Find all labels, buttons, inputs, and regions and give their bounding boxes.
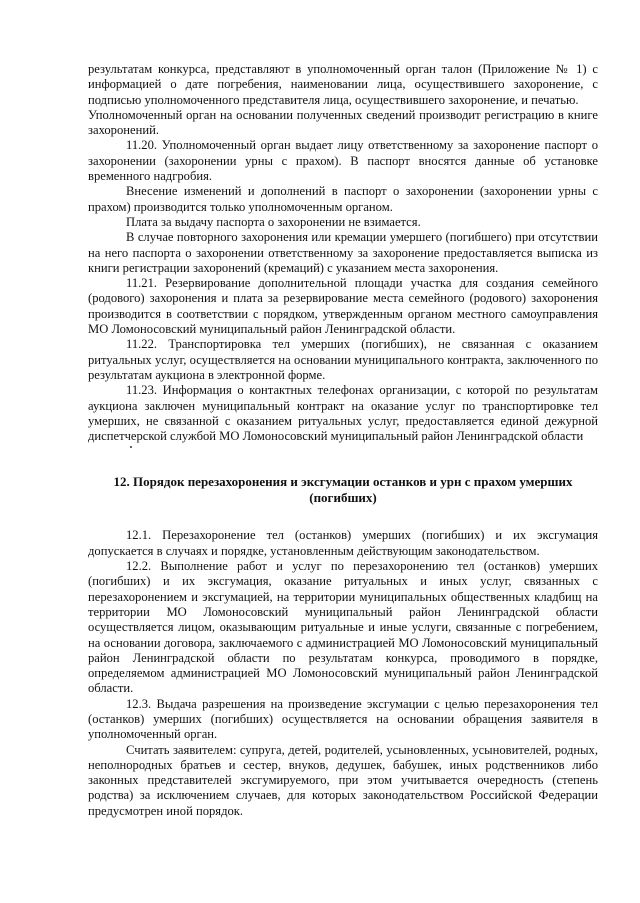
paragraph-registration: Уполномоченный орган на основании полученных сведений производит регистрацию в книге захоронений.	[88, 107, 598, 138]
paragraph-11-23: 11.23. Информация о контактных телефонах организации, с которой по результатам аукциона заключен муниципальный контракт на оказание услуг по транспортировке тел умерших, не связанной с оказанием ритуальных услуг, предоставляется единой дежурной диспетчерской службой МО Ломоносовский муниципальный район Ленинградской области	[88, 383, 598, 444]
document-page	[88, 62, 598, 819]
paragraph-changes: Внесение изменений и дополнений в паспорт о захоронении (захоронении урны с прахом) производится только уполномоченным органом.	[88, 184, 598, 214]
paragraph-fee: Плата за выдачу паспорта о захоронении не взимается.	[126, 214, 421, 229]
paragraph-12-1: 12.1. Перезахоронение тел (останков) умерших (погибших) и их эксгумация допускается в случаях и порядке, установленным действующим законодательством.	[88, 528, 598, 558]
paragraph-11-20: 11.20. Уполномоченный орган выдает лицу ответственному за захоронение паспорт о захоронении (захоронении урны с прахом). В паспорт вносятся данные об установке временного надгробия.	[88, 138, 598, 184]
paragraph-applicant: Считать заявителем: супруга, детей, родителей, усыновленных, усыновителей, родных, неполнородных братьев и сестер, внуков, дедушек, бабушек, иных родственников либо законных представителей эксгумируемого, при этом учитывается очередность (степень родства) за исключением случаев, для которых законодательством Российской Федерации предусмотрен иной порядок.	[88, 742, 598, 818]
paragraph-12-3: 12.3. Выдача разрешения на произведение эксгумации с целью перезахоронения тел (останков) умерших (погибших) осуществляется на основании обращения заявителя в уполномоченный орган.	[88, 696, 598, 742]
paragraph-cont: результатам конкурса, представляют в уполномоченный орган талон (Приложение № 1) с информацией о дате погребения, наименовании лица, осуществившего захоронение, с подписью уполномоченного представителя лица, осуществившего захоронение, и печатью.	[88, 62, 598, 107]
paragraph-11-21: 11.21. Резервирование дополнительной площади участка для создания семейного (родового) захоронения и плата за резервирование места семейного (родового) захоронения производится в соответствии с порядком, утвержденным органом местного самоуправления МО Ломоносовский муниципальный район Ленинградской области.	[88, 276, 598, 337]
section-12-heading: 12. Порядок перезахоронения и эксгумации останков и урн с прахом умерших (погибших)	[113, 474, 573, 506]
section-11-continuation	[88, 62, 598, 444]
paragraph-repeat: В случае повторного захоронения или кремации умершего (погибшего) при отсутствии на него паспорта о захоронении ответственному за захоронение предоставляется выписка из книги регистрации захоронений (кремаций) с указанием места захоронения.	[88, 230, 598, 275]
paragraph-12-2: 12.2. Выполнение работ и услуг по перезахоронению тел (останков) умерших (погибших) и их эксгумация, оказание ритуальных и иных услуг, связанных с перезахоронением и эксгумацией, на территории муниципальных общественных кладбищ на территории МО Ломоносовский муниципальный район Ленинградской области осуществляется лицом, оказывающим ритуальные и иные услуги, связанные с погребением, на основании договора, заключаемого с администрацией МО Ломоносовский муниципальный район Ленинградской области по результатам конкурса, проводимого в порядке, определяемом администрацией МО Ломоносовский муниципальный район Ленинградской области.	[88, 559, 598, 696]
stray-dot	[130, 446, 132, 448]
stray-dot-line	[88, 444, 598, 452]
paragraph-11-22: 11.22. Транспортировка тел умерших (погибших), не связанная с оказанием ритуальных услуг, осуществляется на основании муниципального контракта, заключенного по результатам аукциона в электронной форме.	[88, 337, 598, 382]
section-12-body	[88, 528, 598, 819]
